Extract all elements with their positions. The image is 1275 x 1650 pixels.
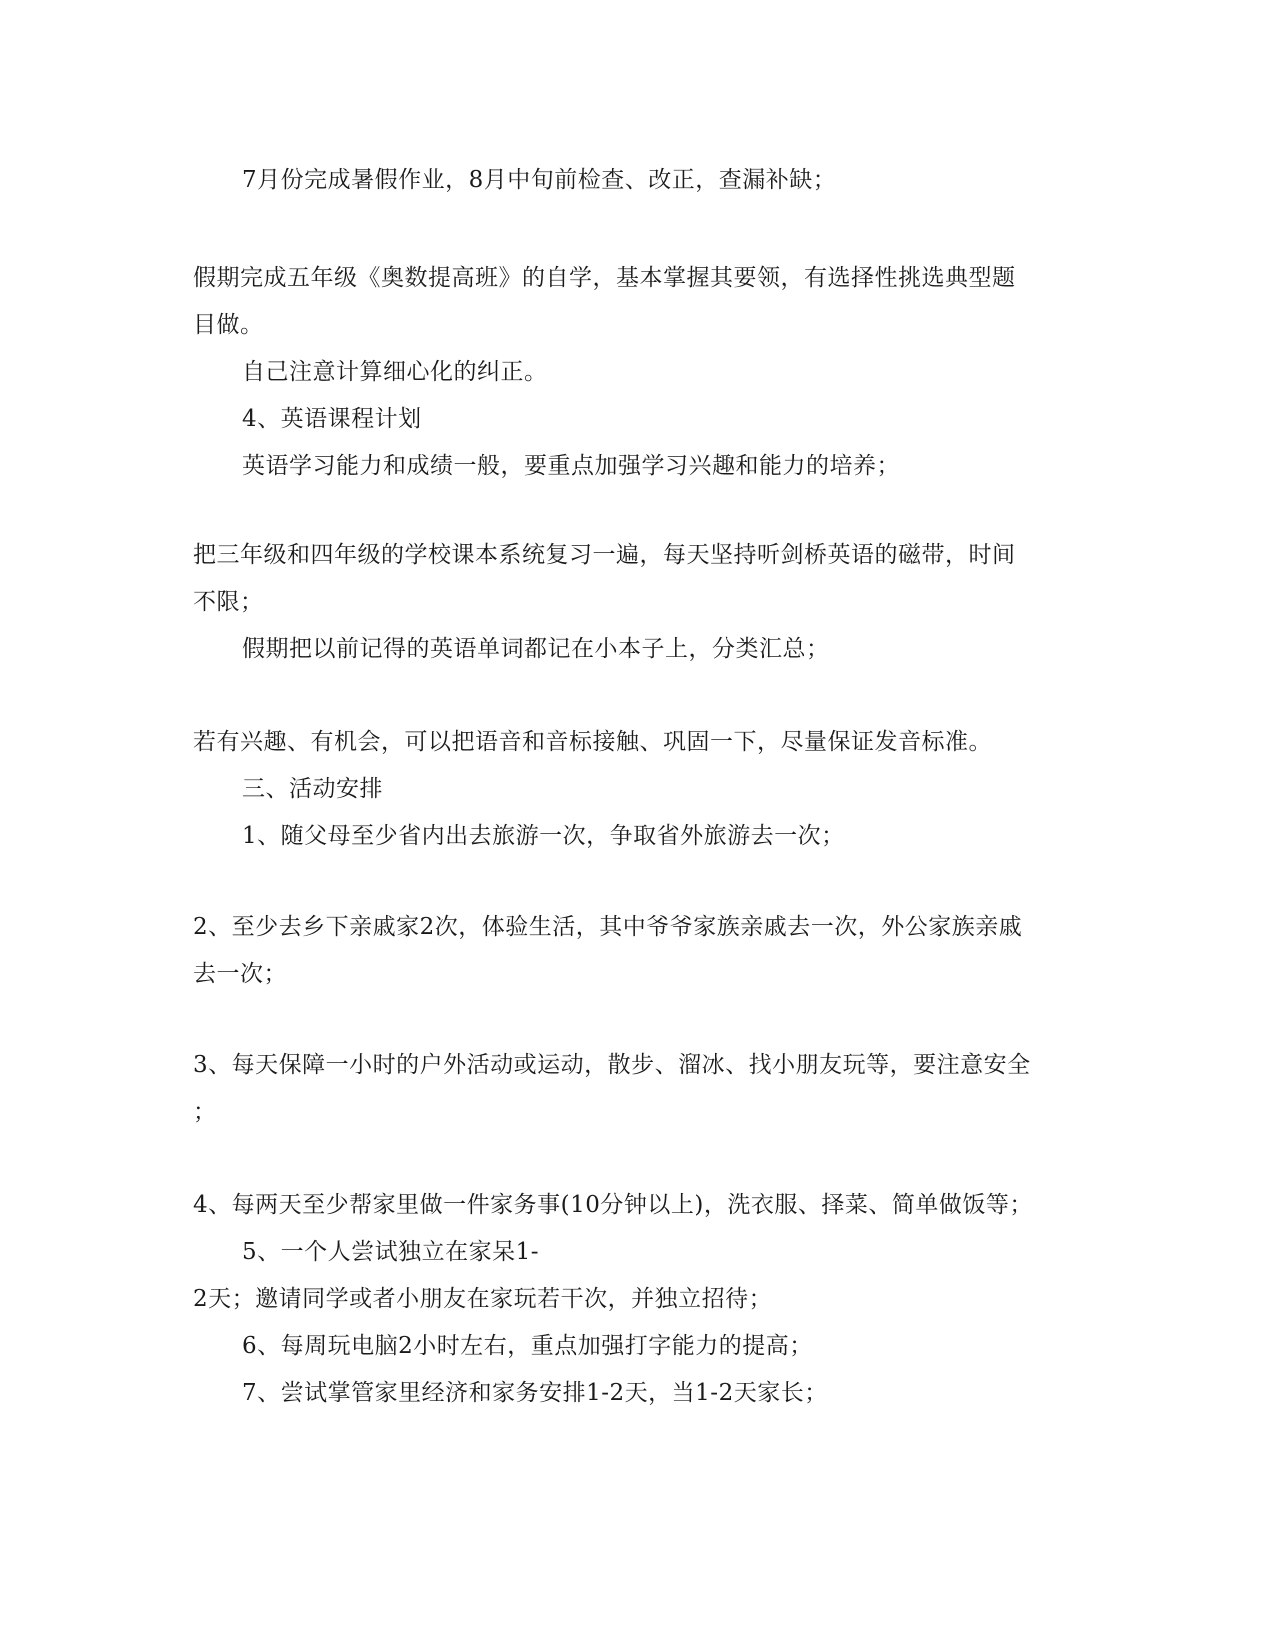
text-line: 2天；邀请同学或者小朋友在家玩若干次，并独立招待； <box>193 1286 773 1312</box>
text-line: 若有兴趣、有机会，可以把语音和音标接触、巩固一下，尽量保证发音标准。 <box>193 729 992 755</box>
text-line: ； <box>193 1099 217 1125</box>
text-line: 假期完成五年级《奥数提高班》的自学，基本掌握其要领，有选择性挑选典型题 <box>193 265 1016 291</box>
text-line: 4、每两天至少帮家里做一件家务事(10分钟以上)，洗衣服、择菜、简单做饭等； <box>193 1192 1033 1218</box>
text-line: 英语学习能力和成绩一般，要重点加强学习兴趣和能力的培养； <box>242 453 900 479</box>
text-line: 5、一个人尝试独立在家呆1- <box>242 1239 540 1265</box>
text-line: 目做。 <box>193 312 264 338</box>
text-line: 3、每天保障一小时的户外活动或运动，散步、溜冰、找小朋友玩等，要注意安全 <box>193 1052 1031 1078</box>
section-heading: 4、英语课程计划 <box>242 406 422 432</box>
text-line: 7、尝试掌管家里经济和家务安排1-2天，当1-2天家长； <box>242 1380 828 1406</box>
text-line: 6、每周玩电脑2小时左右，重点加强打字能力的提高； <box>242 1333 813 1359</box>
text-line: 不限； <box>193 589 264 615</box>
text-line: 1、随父母至少省内出去旅游一次，争取省外旅游去一次； <box>242 823 845 849</box>
text-line: 2、至少去乡下亲戚家2次，体验生活，其中爷爷家族亲戚去一次，外公家族亲戚 <box>193 914 1023 940</box>
section-heading: 三、活动安排 <box>242 776 383 802</box>
text-line: 7月份完成暑假作业，8月中旬前检查、改正，查漏补缺； <box>242 167 837 193</box>
text-line: 把三年级和四年级的学校课本系统复习一遍，每天坚持听剑桥英语的磁带，时间 <box>193 542 1016 568</box>
text-line: 自己注意计算细心化的纠正。 <box>242 359 548 385</box>
text-line: 假期把以前记得的英语单词都记在小本子上，分类汇总； <box>242 636 830 662</box>
text-line: 去一次； <box>193 961 287 987</box>
